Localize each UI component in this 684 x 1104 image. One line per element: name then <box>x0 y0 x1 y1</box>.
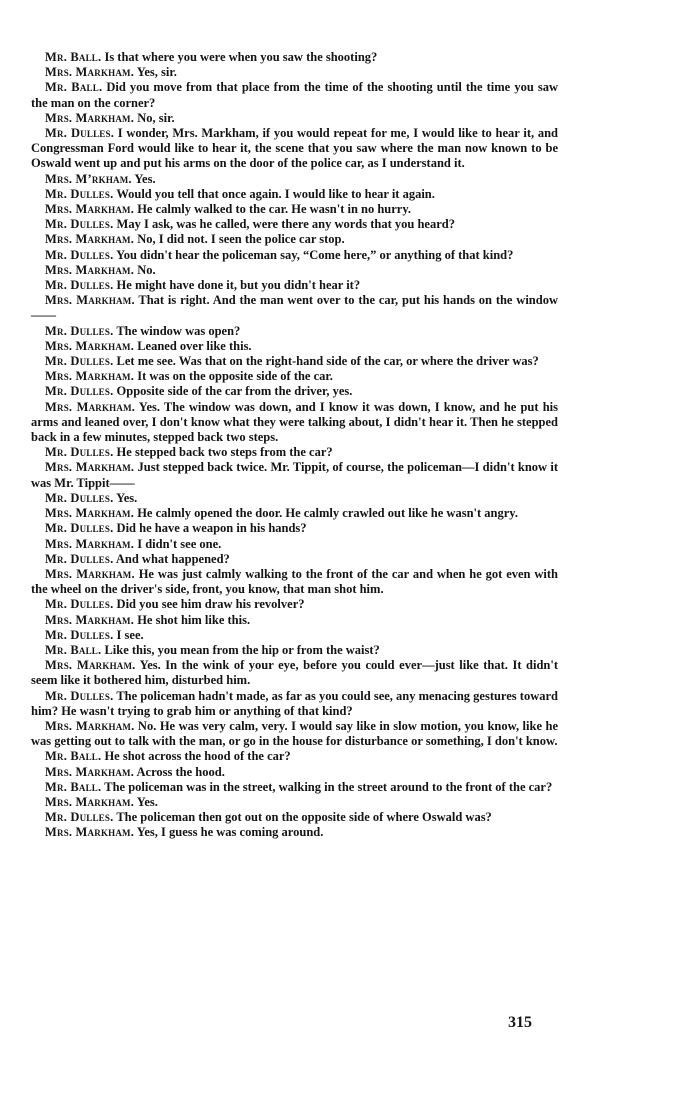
dialogue-text: It was on the opposite side of the car. <box>134 369 333 384</box>
speaker-name: Mr. Dulles. <box>45 490 114 505</box>
speaker-name: Mr. Dulles. <box>45 217 114 232</box>
dialogue-text: Yes, sir. <box>134 65 177 80</box>
dialogue-text: No, sir. <box>134 110 175 125</box>
transcript-paragraph <box>31 384 558 399</box>
transcript-paragraph <box>31 749 558 764</box>
speaker-name: Mr. Dulles. <box>45 597 114 612</box>
transcript-paragraph <box>31 217 558 232</box>
dialogue-text: Like this, you mean from the hip or from the waist? <box>101 642 380 657</box>
speaker-name: Mr. Dulles. <box>45 810 114 825</box>
dialogue-text: No, I did not. I seen the police car stop. <box>134 232 345 247</box>
transcript-paragraph <box>31 324 558 339</box>
dialogue-text: He stepped back two steps from the car? <box>113 445 333 460</box>
transcript-paragraph <box>31 552 558 567</box>
dialogue-text: Did you move from that place from the time of the shooting until the time you saw the man on the corner? <box>31 80 558 110</box>
transcript-paragraph <box>31 126 558 172</box>
speaker-name: Mr. Dulles. <box>45 126 115 141</box>
speaker-name: Mrs. Markham. <box>45 718 135 733</box>
dialogue-text: Yes. In the wink of your eye, before you could ever—just like that. It didn't seem like it bothered him, disturbed him. <box>31 658 558 688</box>
transcript-paragraph <box>31 795 558 810</box>
speaker-name: Mrs. Markham. <box>45 399 136 414</box>
transcript-paragraph <box>31 445 558 460</box>
speaker-name: Mr. Dulles. <box>45 186 114 201</box>
speaker-name: Mrs. Markham. <box>45 658 136 673</box>
speaker-name: Mrs. Markham. <box>45 293 135 308</box>
speaker-name: Mr. Ball. <box>45 50 102 64</box>
speaker-name: Mr. Dulles. <box>45 521 114 536</box>
transcript-paragraph <box>31 111 558 126</box>
dialogue-text: He calmly walked to the car. He wasn't in no hurry. <box>134 202 412 217</box>
dialogue-text: Just stepped back twice. Mr. Tippit, of course, the policeman—I didn't know it was Mr. Tippit—— <box>31 460 558 490</box>
transcript-paragraph <box>31 567 558 597</box>
dialogue-text: Leaned over like this. <box>134 338 252 353</box>
transcript-paragraph <box>31 537 558 552</box>
speaker-name: Mr. Dulles. <box>45 384 114 399</box>
transcript-paragraph <box>31 278 558 293</box>
speaker-name: Mr. Dulles. <box>45 551 114 566</box>
speaker-name: Mrs. Markham. <box>45 110 135 125</box>
transcript-paragraph <box>31 491 558 506</box>
dialogue-text: No. He was very calm, very. I would say like in slow motion, you know, like he was getting out to talk with the man, or go in the house for disturbance or something, I don't know. <box>31 718 558 749</box>
speaker-name: Mrs. Markham. <box>45 369 135 384</box>
transcript-paragraph <box>31 187 558 202</box>
speaker-name: Mr. Ball. <box>45 779 102 794</box>
dialogue-text: Yes, I guess he was coming around. <box>134 825 324 840</box>
transcript-paragraph <box>31 719 558 749</box>
dialogue-text: He shot across the hood of the car? <box>101 749 291 764</box>
speaker-name: Mrs. Markham. <box>45 764 135 779</box>
dialogue-text: Did he have a weapon in his hands? <box>113 521 307 536</box>
dialogue-text: He might have done it, but you didn't hear it? <box>113 278 361 293</box>
dialogue-text: I wonder, Mrs. Markham, if you would repeat for me, I would like to hear it, and Congressman Ford would like to hear it, the scene that you saw where the man now known to be Oswald went up and put his arms on the door of the police car, as I understand it. <box>31 126 558 171</box>
transcript-paragraph <box>31 232 558 247</box>
transcript-paragraph <box>31 597 558 612</box>
transcript-paragraph <box>31 765 558 780</box>
dialogue-text: That is right. And the man went over to the car, put his hands on the window—— <box>31 293 558 323</box>
speaker-name: Mr. Dulles. <box>45 278 114 293</box>
speaker-name: Mr. Dulles. <box>45 354 114 369</box>
transcript-paragraph <box>31 339 558 354</box>
transcript-paragraph <box>31 613 558 628</box>
speaker-name: Mrs. Markham. <box>45 460 135 475</box>
speaker-name: Mr. Dulles. <box>45 688 114 703</box>
transcript-paragraph <box>31 80 558 110</box>
transcript-paragraph <box>31 369 558 384</box>
dialogue-text: Is that where you were when you saw the shooting? <box>101 50 378 64</box>
transcript-paragraph <box>31 506 558 521</box>
page-number: 315 <box>508 1014 532 1031</box>
dialogue-text: I didn't see one. <box>134 536 222 551</box>
dialogue-text: Yes. <box>134 794 158 809</box>
speaker-name: Mr. Dulles. <box>45 627 114 642</box>
transcript-paragraph <box>31 521 558 536</box>
transcript-paragraph <box>31 825 558 840</box>
dialogue-text: I see. <box>113 627 144 642</box>
transcript-paragraph <box>31 628 558 643</box>
transcript-paragraph <box>31 460 558 490</box>
transcript-paragraph <box>31 202 558 217</box>
dialogue-text: He shot him like this. <box>134 612 251 627</box>
speaker-name: Mrs. Mʼrkham. <box>45 171 132 186</box>
transcript-paragraph <box>31 263 558 278</box>
transcript-paragraph <box>31 810 558 825</box>
speaker-name: Mr. Ball. <box>45 80 103 95</box>
speaker-name: Mr. Dulles. <box>45 445 114 460</box>
transcript-paragraph <box>31 400 558 446</box>
dialogue-text: No. <box>134 262 156 277</box>
speaker-name: Mr. Dulles. <box>45 323 114 338</box>
transcript-paragraph <box>31 65 558 80</box>
speaker-name: Mr. Ball. <box>45 642 102 657</box>
dialogue-text: He was just calmly walking to the front of the car and when he got even with the wheel on the driver's side, front, you know, that man shot him. <box>31 566 558 597</box>
dialogue-text: You didn't hear the policeman say, “Come here,” or anything of that kind? <box>113 247 514 262</box>
dialogue-text: Across the hood. <box>134 764 225 779</box>
transcript-paragraph <box>31 248 558 263</box>
dialogue-text: Opposite side of the car from the driver, yes. <box>113 384 353 399</box>
speaker-name: Mrs. Markham. <box>45 566 135 581</box>
transcript-paragraph <box>31 293 558 323</box>
transcript-paragraph <box>31 658 558 688</box>
dialogue-text: Would you tell that once again. I would like to hear it again. <box>113 186 435 201</box>
dialogue-text: He calmly opened the door. He calmly crawled out like he wasn't angry. <box>134 506 518 521</box>
speaker-name: Mrs. Markham. <box>45 262 135 277</box>
dialogue-text: Yes. <box>113 490 138 505</box>
speaker-name: Mrs. Markham. <box>45 338 135 353</box>
dialogue-text: The policeman then got out on the opposite side of where Oswald was? <box>113 810 492 825</box>
speaker-name: Mrs. Markham. <box>45 65 135 80</box>
transcript-paragraph <box>31 50 558 65</box>
dialogue-text: Yes. <box>131 171 156 186</box>
dialogue-text: May I ask, was he called, were there any words that you heard? <box>113 217 455 232</box>
dialogue-text: The policeman hadn't made, as far as you could see, any menacing gestures toward him? He wasn't trying to grab him or anything of that kind? <box>31 688 558 718</box>
transcript-paragraph <box>31 689 558 719</box>
speaker-name: Mrs. Markham. <box>45 232 135 247</box>
speaker-name: Mrs. Markham. <box>45 506 135 521</box>
dialogue-text: Yes. The window was down, and I know it was down, I know, and he put his arms and leaned over, I don't know what they were talking about, I didn't hear it. Then he stepped back in a few minutes, stepped back two steps. <box>31 399 558 445</box>
speaker-name: Mrs. Markham. <box>45 202 135 217</box>
speaker-name: Mrs. Markham. <box>45 825 135 840</box>
dialogue-text: Did you see him draw his revolver? <box>113 597 305 612</box>
dialogue-text: Let me see. Was that on the right-hand side of the car, or where the driver was? <box>113 354 539 369</box>
speaker-name: Mrs. Markham. <box>45 794 135 809</box>
dialogue-text: And what happened? <box>113 551 230 566</box>
transcript-paragraph <box>31 780 558 795</box>
transcript-body <box>31 50 558 841</box>
speaker-name: Mr. Ball. <box>45 749 102 764</box>
transcript-paragraph <box>31 354 558 369</box>
speaker-name: Mrs. Markham. <box>45 536 135 551</box>
dialogue-text: The window was open? <box>113 323 241 338</box>
transcript-paragraph <box>31 643 558 658</box>
speaker-name: Mr. Dulles. <box>45 247 114 262</box>
speaker-name: Mrs. Markham. <box>45 612 135 627</box>
dialogue-text: The policeman was in the street, walking in the street around to the front of the car? <box>101 779 553 794</box>
transcript-paragraph <box>31 172 558 187</box>
